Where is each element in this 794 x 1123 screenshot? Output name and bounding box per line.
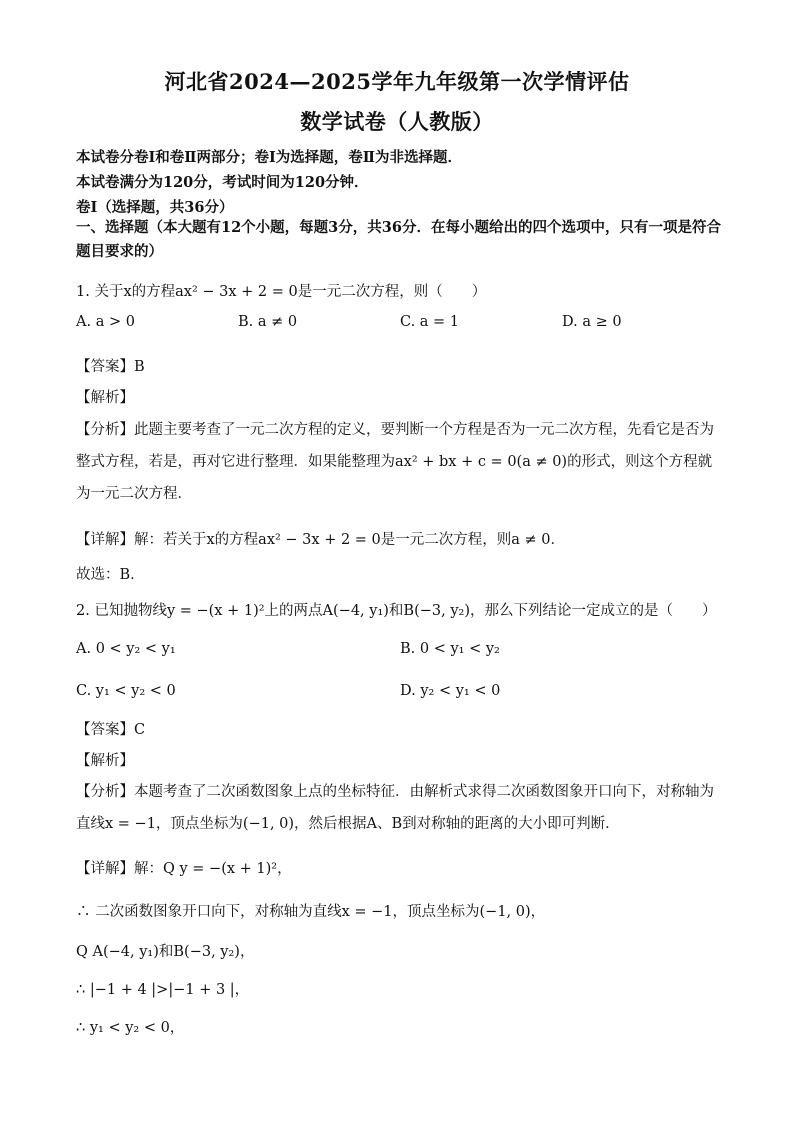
q2-detail-line-3: Q A(−4, y₁)和B(−3, y₂)， <box>76 944 255 960</box>
q2-option-c: C. y₁ < y₂ < 0 <box>76 683 176 699</box>
q1-choice: 故选：B． <box>76 567 145 583</box>
q1-detail: 【详解】解：若关于x的方程ax² − 3x + 2 = 0是一元二次方程，则a ≠ 0． <box>76 532 566 548</box>
q2-fenxi: 【分析】本题考查了二次函数图象上点的坐标特征．由解析式求得二次函数图象开口向下，对称轴为直线x = −1，顶点坐标为(−1, 0)，然后根据A、B到对称轴的距离的大小即可判断． <box>76 784 714 832</box>
q2-detail-line-4: ∴ |−1 + 4 |>|−1 + 3 |， <box>76 982 250 998</box>
q2-analysis-label: 【解析】 <box>76 753 134 769</box>
q2-answer: 【答案】C <box>76 722 146 738</box>
intro-line-2: 本试卷满分为120分，考试时间为120分钟． <box>76 174 369 191</box>
q1-option-a: A. a > 0 <box>76 314 135 330</box>
page-subtitle: 数学试卷（人教版） <box>300 109 494 134</box>
intro-line-3: 卷Ⅰ（选择题，共36分） <box>76 199 234 216</box>
q2-stem: 2. 已知抛物线y = −(x + 1)²上的两点A(−4, y₁)和B(−3, y₂)，那么下列结论一定成立的是（ ） <box>76 603 717 619</box>
section-heading: 一、选择题（本大题有12个小题，每题3分，共36分．在每小题给出的四个选项中，只有一项是符合题目要求的） <box>76 219 721 260</box>
q2-option-a: A. 0 < y₂ < y₁ <box>76 641 176 657</box>
intro-line-1: 本试卷分卷Ⅰ和卷Ⅱ两部分；卷Ⅰ为选择题，卷Ⅱ为非选择题． <box>76 149 463 166</box>
q1-stem: 1. 关于x的方程ax² − 3x + 2 = 0是一元二次方程，则（ ） <box>76 284 487 300</box>
page-title: 河北省2024—2025学年九年级第一次学情评估 <box>164 69 630 94</box>
q2-option-b: B. 0 < y₁ < y₂ <box>400 641 500 657</box>
q2-detail-line-1: 【详解】解：Q y = −(x + 1)²， <box>76 861 292 877</box>
q1-option-d: D. a ≥ 0 <box>562 314 622 330</box>
q1-answer: 【答案】B <box>76 359 145 375</box>
q1-analysis-label: 【解析】 <box>76 390 134 406</box>
q2-option-d: D. y₂ < y₁ < 0 <box>400 683 501 699</box>
q2-detail-line-2: ∴ 二次函数图象开口向下，对称轴为直线x = −1，顶点坐标为(−1, 0)， <box>76 904 546 920</box>
q1-option-b: B. a ≠ 0 <box>238 314 298 330</box>
q1-fenxi: 【分析】此题主要考查了一元二次方程的定义，要判断一个方程是否为一元二次方程，先看它是否为整式方程，若是，再对它进行整理．如果能整理为ax² + bx + c = 0(a ≠ 0)的形式，则这个方程就为一元二次方程． <box>76 422 714 502</box>
q1-option-c: C. a = 1 <box>400 314 460 330</box>
q2-detail-line-5: ∴ y₁ < y₂ < 0， <box>76 1020 185 1036</box>
